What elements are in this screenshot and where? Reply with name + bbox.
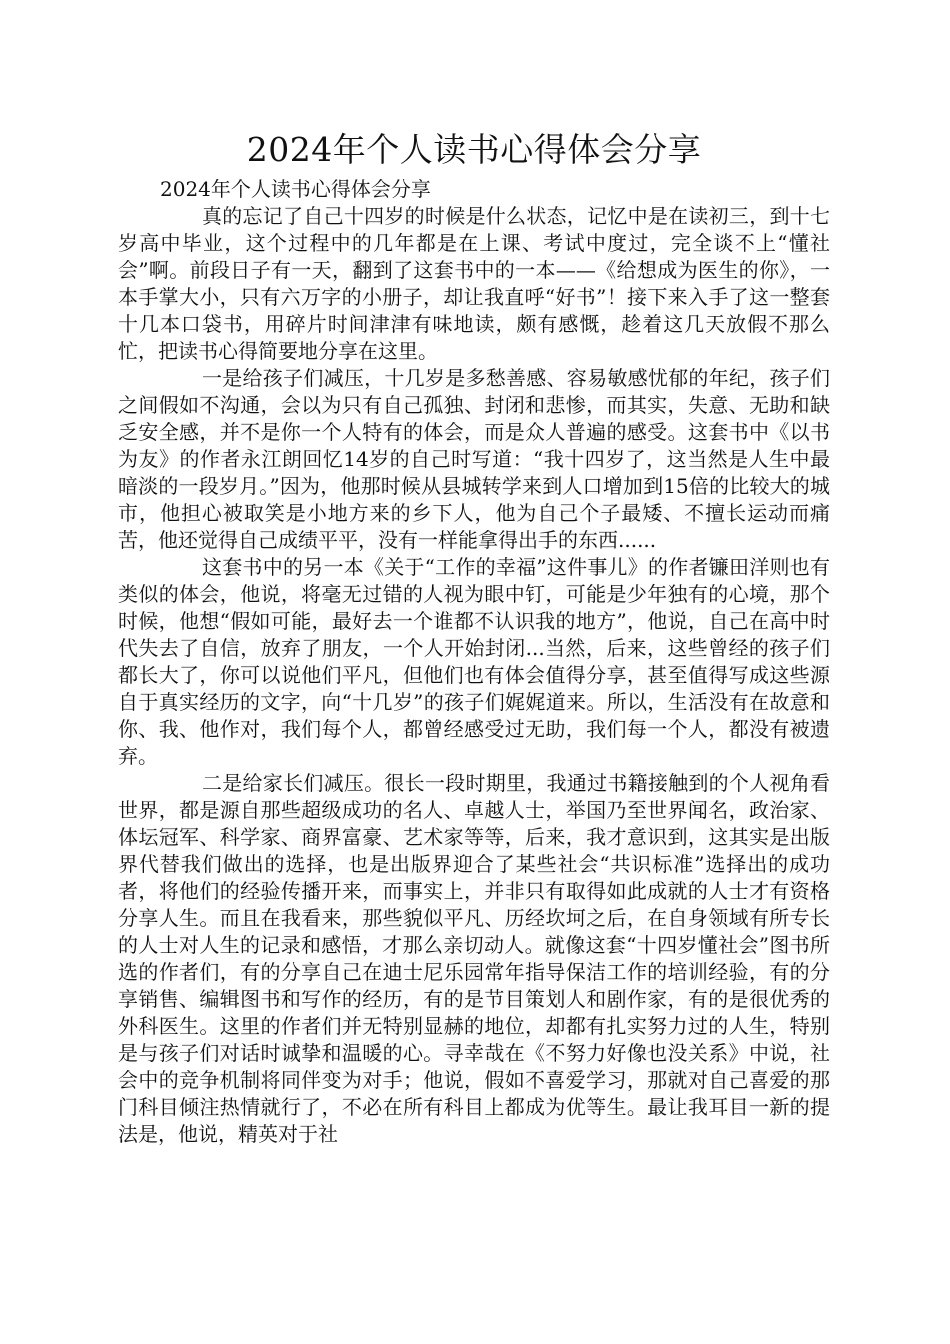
document-title: 2024年个人读书心得体会分享 xyxy=(246,130,702,169)
document-subtitle: 2024年个人读书心得体会分享 xyxy=(160,177,431,201)
paragraph-4: 二是给家长们减压。很长一段时期里，我通过书籍接触到的个人视角看世界，都是源自那些超级成功的名人、卓越人士，举国乃至世界闻名，政治家、体坛冠军、科学家、商界富豪、艺术家等等，后来，我才意识到，这其实是出版界代替我们做出的选择，也是出版界迎合了某些社会“共识标准”选择出的成功者，将他们的经验传播开来，而事实上，并非只有取得如此成就的人士才有资格分享人生。而且在我看来，那些貌似平凡、历经坎坷之后，在自身领域有所专长的人士对人生的记录和感悟，才那么亲切动人。就像这套“十四岁懂社会”图书所选的作者们，有的分享自己在迪士尼乐园常年指导保洁工作的培训经验，有的分享销售、编辑图书和写作的经历，有的是节目策划人和剧作家，有的是很优秀的外科医生。这里的作者们并无特别显赫的地位，却都有扎实努力过的人生，特别是与孩子们对话时诚挚和温暖的心。寻幸哉在《不努力好像也没关系》中说，社会中的竞争机制将同伴变为对手；他说，假如不喜爱学习，那就对自己喜爱的那门科目倾注热情就行了，不必在所有科目上都成为优等生。最让我耳目一新的提法是，他说，精英对于社 xyxy=(118,771,830,1146)
document-page xyxy=(118,128,830,1148)
paragraph-1: 真的忘记了自己十四岁的时候是什么状态，记忆中是在读初三，到十七岁高中毕业，这个过程中的几年都是在上课、考试中度过，完全谈不上“懂社会”啊。前段日子有一天，翻到了这套书中的一本——《给想成为医生的你》，一本手掌大小，只有六万字的小册子，却让我直呼“好书”！接下来入手了这一整套十几本口袋书，用碎片时间津津有味地读，颇有感慨，趁着这几天放假不那么忙，把读书心得简要地分享在这里。 xyxy=(118,204,830,363)
paragraph-3: 这套书中的另一本《关于“工作的幸福”这件事儿》的作者镰田洋则也有类似的体会，他说，将毫无过错的人视为眼中钉，可能是少年独有的心境，那个时候，他想“假如可能，最好去一个谁都不认识我的地方”，他说，自己在高中时代失去了自信，放弃了朋友，一个人开始封闭...当然，后来，这些曾经的孩子们都长大了，你可以说他们平凡，但他们也有体会值得分享，甚至值得写成这些源自于真实经历的文字，向“十几岁”的孩子们娓娓道来。所以，生活没有在故意和你、我、他作对，我们每个人，都曾经感受过无助，我们每一个人，都没有被遗弃。 xyxy=(118,555,830,768)
paragraph-2: 一是给孩子们减压，十几岁是多愁善感、容易敏感忧郁的年纪，孩子们之间假如不沟通，会以为只有自己孤独、封闭和悲惨，而其实，失意、无助和缺乏安全感，并不是你一个人特有的体会，而是众人普遍的感受。这套书中《以书为友》的作者永江朗回忆14岁的自己时写道：“我十四岁了，这当然是人生中最暗淡的一段岁月。”因为，他那时候从县城转学来到人口增加到15倍的比较大的城市，他担心被取笑是小地方来的乡下人，他为自己个子最矮、不擅长运动而痛苦，他还觉得自己成绩平平，没有一样能拿得出手的东西...... xyxy=(118,366,830,552)
